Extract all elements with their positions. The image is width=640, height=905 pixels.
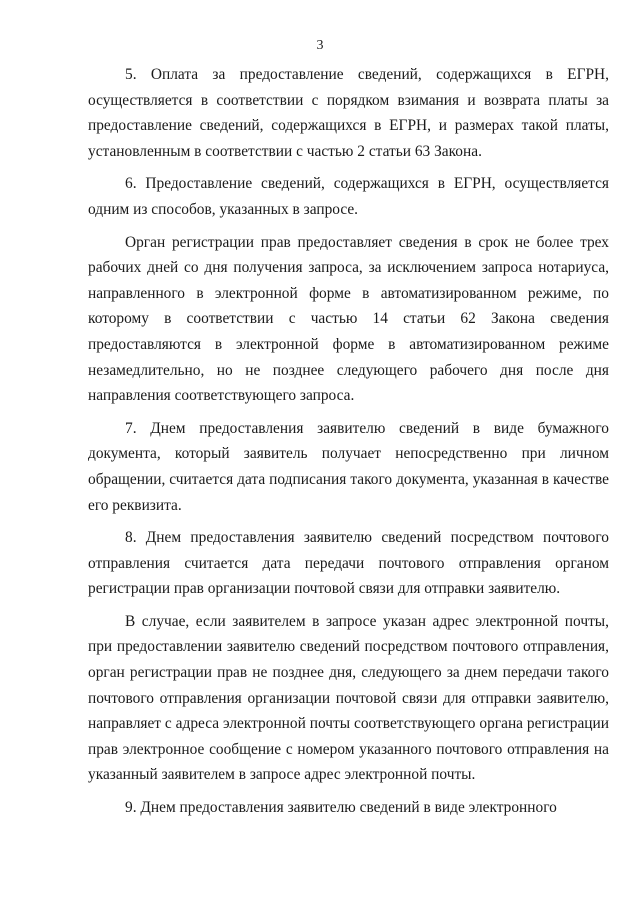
document-body (88, 62, 609, 828)
paragraph-8: 8. Днем предоставления заявителю сведений посредством почтового отправления считается дата передачи почтового отправления органом регистрации прав организации почтовой связи для отправки заявителю. (88, 529, 609, 598)
paragraph-7: 7. Днем предоставления заявителю сведений в виде бумажного документа, который заявитель получает непосредственно при личном обращении, считается дата подписания такого документа, указанная в качестве его реквизита. (88, 419, 609, 514)
paragraph-6-continuation: Орган регистрации прав предоставляет сведения в срок не более трех рабочих дней со дня получения запроса, за исключением запроса нотариуса, направленного в электронной форме в автоматизированном режиме, по которому в соответствии с частью 14 статьи 62 Закона сведения предоставляются в электронной форме в автоматизированном режиме незамедлительно, но не позднее следующего рабочего дня после дня направления соответствующего запроса. (88, 233, 609, 405)
paragraph-5: 5. Оплата за предоставление сведений, содержащихся в ЕГРН, осуществляется в соответствии с порядком взимания и возврата платы за предоставление сведений, содержащихся в ЕГРН, и размерах такой платы, установленным в соответствии с частью 2 статьи 63 Закона. (88, 66, 609, 160)
page-number: 3 (316, 38, 324, 53)
paragraph-8-continuation: В случае, если заявителем в запросе указан адрес электронной почты, при предоставлении заявителю сведений посредством почтового отправления, орган регистрации прав не позднее дня, следующего за днем передачи такого почтового отправления организации почтовой связи для отправки заявителю, направляет с адреса электронной почты соответствующего органа регистрации прав электронное сообщение с номером указанного почтового отправления на указанный заявителем в запросе адрес электронной почты. (88, 612, 609, 784)
paragraph-6: 6. Предоставление сведений, содержащихся в ЕГРН, осуществляется одним из способов, указанных в запросе. (88, 175, 609, 218)
paragraph-9: 9. Днем предоставления заявителю сведений в виде электронного (125, 799, 557, 817)
